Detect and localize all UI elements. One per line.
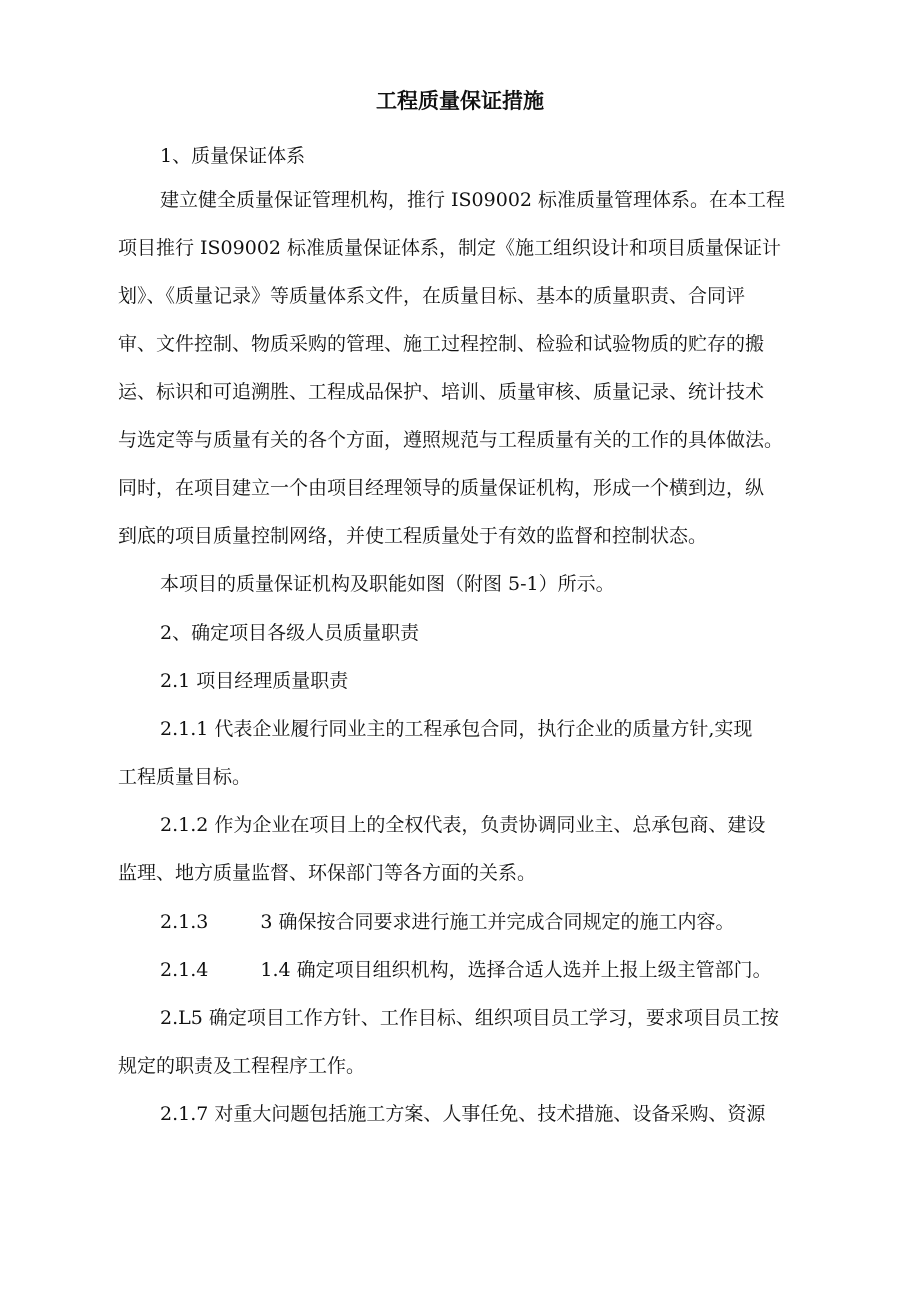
item-2-1-2-line: 监理、地方质量监督、环保部门等各方面的关系。: [118, 862, 537, 884]
item-2-1-1-line: 工程质量目标。: [118, 766, 252, 788]
item-2-1-3-number: 2.1.3: [160, 911, 209, 933]
item-2-1-7-line: 2.1.7 对重大问题包括施工方案、人事任免、技术措施、设备采购、资源: [160, 1103, 766, 1125]
paragraph-1-line: 项目推行 IS09002 标准质量保证体系，制定《施工组织设计和项目质量保证计: [118, 237, 782, 259]
section-1-heading: 1、质量保证体系: [160, 145, 306, 167]
paragraph-1-line: 与选定等与质量有关的各个方面，遵照规范与工程质量有关的工作的具体做法。: [118, 429, 784, 451]
item-2-1-1-line: 2.1.1 代表企业履行同业主的工程承包合同，执行企业的质量方针,实现: [160, 718, 753, 740]
item-2-1-3-text: 3 确保按合同要求进行施工并完成合同规定的施工内容。: [260, 911, 735, 933]
document-title: 工程质量保证措施: [376, 88, 544, 113]
item-2-1-4: [160, 957, 772, 983]
paragraph-1-line: 同时，在项目建立一个由项目经理领导的质量保证机构，形成一个横到边，纵: [118, 477, 765, 499]
paragraph-1-line: 审、文件控制、物质采购的管理、施工过程控制、检验和试验物质的贮存的搬: [118, 333, 765, 355]
item-2-1-2-line: 2.1.2 作为企业在项目上的全权代表，负责协调同业主、总承包商、建设: [160, 814, 766, 836]
paragraph-2: 本项目的质量保证机构及职能如图（附图 5-1）所示。: [160, 573, 615, 595]
paragraph-1-line: 到底的项目质量控制网络，并使工程质量处于有效的监督和控制状态。: [118, 525, 708, 547]
item-2-1-3: [160, 909, 735, 935]
paragraph-1-line: 建立健全质量保证管理机构，推行 IS09002 标准质量管理体系。在本工程: [160, 189, 786, 211]
paragraph-1-line: 划》、《质量记录》等质量体系文件，在质量目标、基本的质量职责、合同评: [118, 285, 746, 307]
item-2-1-4-text: 1.4 确定项目组织机构，选择合适人选并上报上级主管部门。: [260, 959, 772, 981]
section-2-1-heading: 2.1 项目经理质量职责: [160, 670, 349, 692]
section-2-heading: 2、确定项目各级人员质量职责: [160, 622, 420, 644]
item-2-1-5-line: 规定的职责及工程程序工作。: [118, 1055, 366, 1077]
item-2-1-5-line: 2.L5 确定项目工作方针、工作目标、组织项目员工学习，要求项目员工按: [160, 1007, 779, 1029]
item-2-1-4-number: 2.1.4: [160, 959, 209, 981]
paragraph-1-line: 运、标识和可追溯胜、工程成品保护、培训、质量审核、质量记录、统计技术: [118, 381, 765, 403]
